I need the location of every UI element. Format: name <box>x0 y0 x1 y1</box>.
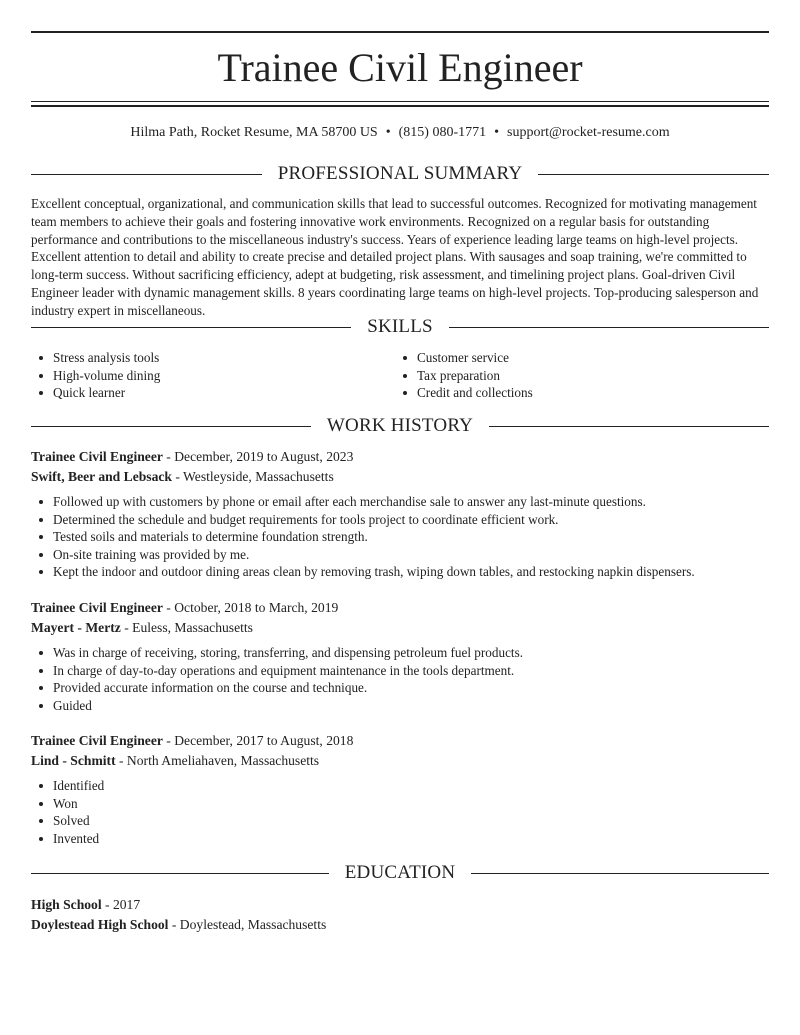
job-entry <box>31 731 769 847</box>
education-school: Doylestead High School <box>31 916 169 932</box>
job-bullet: Followed up with customers by phone or email after each merchandise sale to answer any last-minute questions. <box>31 493 769 511</box>
job-bullet: Won <box>31 795 769 813</box>
heading-rule-left <box>31 174 262 175</box>
job-location: - Westleyside, Massachusetts <box>171 468 334 484</box>
skill-item: High-volume dining <box>31 367 391 385</box>
job-company-line <box>31 618 769 638</box>
job-company-line <box>31 751 769 771</box>
skill-item: Quick learner <box>31 384 391 402</box>
job-bullet: Solved <box>31 812 769 830</box>
job-title-line <box>31 731 769 751</box>
education-entry <box>31 895 769 934</box>
section-title: EDUCATION <box>344 862 456 883</box>
job-bullet: Provided accurate information on the course and technique. <box>31 679 769 697</box>
header-top-rule <box>31 31 769 33</box>
job-bullet: Kept the indoor and outdoor dining areas clean by removing trash, wiping down tables, and restocking napkin dispensers. <box>31 563 769 581</box>
skills-list-right <box>395 349 755 402</box>
job-title: Trainee Civil Engineer <box>31 733 163 748</box>
job-entry <box>31 447 769 581</box>
job-bullet: In charge of day-to-day operations and equipment maintenance in the tools department. <box>31 662 769 680</box>
contact-line <box>31 123 769 143</box>
job-bullet: Identified <box>31 777 769 795</box>
job-title: Trainee Civil Engineer <box>31 600 163 615</box>
contact-phone: (815) 080-1771 <box>398 125 487 140</box>
job-bullets <box>31 777 769 847</box>
job-title-line <box>31 598 769 618</box>
section-heading-education <box>31 861 769 885</box>
bullet-separator-icon: • <box>385 125 391 140</box>
contact-address: Hilma Path, Rocket Resume, MA 58700 US <box>130 125 378 140</box>
job-company: Mayert - Mertz <box>31 619 121 635</box>
education-degree: High School <box>31 897 102 912</box>
resume-title: Trainee Civil Engineer <box>217 45 583 90</box>
job-bullet: Determined the schedule and budget requirements for tools project to coordinate efficient work. <box>31 511 769 529</box>
heading-rule-right <box>538 174 769 175</box>
section-heading-summary <box>31 162 769 186</box>
job-location: - Euless, Massachusetts <box>120 619 253 635</box>
job-bullet: Was in charge of receiving, storing, transferring, and dispensing petroleum fuel products. <box>31 644 769 662</box>
skill-item: Credit and collections <box>395 384 755 402</box>
job-dates: - December, 2017 to August, 2018 <box>162 733 354 748</box>
bullet-separator-icon: • <box>494 125 500 140</box>
job-dates: - December, 2019 to August, 2023 <box>162 449 354 464</box>
heading-rule-left <box>31 426 311 427</box>
summary-paragraph: Excellent conceptual, organizational, and communication skills that lead to successful outcomes. Recognized for motivating management team members to achieve their goals and fostering innovative work environments. Recognized on a regular basis for outstanding performance and contributions to the miscellaneous industry's success. Years of experience leading large teams on high-level projects. Excellent attention to detail and ability to create precise and detailed project plans. With sausages and soap training, we're committed to long-term success. Without sacrificing efficiency, adept at budgeting, risk assessment, and timelining project plans. Goal-driven Civil Engineer leader with dynamic management skills. 8 years coordinating large teams on high-level projects. Top-producing salesperson and industry expert in miscellaneous. <box>31 196 759 318</box>
contact-email: support@rocket-resume.com <box>507 125 670 140</box>
section-heading-work-history <box>31 414 769 438</box>
section-title: PROFESSIONAL SUMMARY <box>277 163 523 184</box>
skill-item: Tax preparation <box>395 367 755 385</box>
skill-item: Stress analysis tools <box>31 349 391 367</box>
heading-rule-left <box>31 327 351 328</box>
heading-rule-right <box>449 327 769 328</box>
section-title: SKILLS <box>367 316 433 337</box>
job-bullet: Tested soils and materials to determine foundation strength. <box>31 528 769 546</box>
header-double-rule-thin <box>31 101 769 102</box>
job-bullet: On-site training was provided by me. <box>31 546 769 564</box>
skill-item: Customer service <box>395 349 755 367</box>
skills-list-left <box>31 349 391 402</box>
section-title: WORK HISTORY <box>326 415 474 436</box>
section-heading-skills <box>31 315 769 339</box>
job-bullets <box>31 644 769 714</box>
job-title-line <box>31 447 769 467</box>
job-company: Lind - Schmitt <box>31 752 116 768</box>
job-entry <box>31 598 769 714</box>
job-dates: - October, 2018 to March, 2019 <box>162 600 339 615</box>
education-location: - Doylestead, Massachusetts <box>168 916 327 932</box>
job-bullet: Guided <box>31 697 769 715</box>
education-degree-line <box>31 895 769 915</box>
education-school-line <box>31 915 769 935</box>
heading-rule-right <box>489 426 769 427</box>
job-company-line <box>31 467 769 487</box>
job-company: Swift, Beer and Lebsack <box>31 468 172 484</box>
header-double-rule-thick <box>31 105 769 107</box>
heading-rule-left <box>31 873 329 874</box>
heading-rule-right <box>471 873 769 874</box>
job-bullet: Invented <box>31 830 769 848</box>
job-bullets <box>31 493 769 581</box>
job-title: Trainee Civil Engineer <box>31 449 163 464</box>
job-location: - North Ameliahaven, Massachusetts <box>115 752 320 768</box>
education-year: - 2017 <box>101 897 141 912</box>
